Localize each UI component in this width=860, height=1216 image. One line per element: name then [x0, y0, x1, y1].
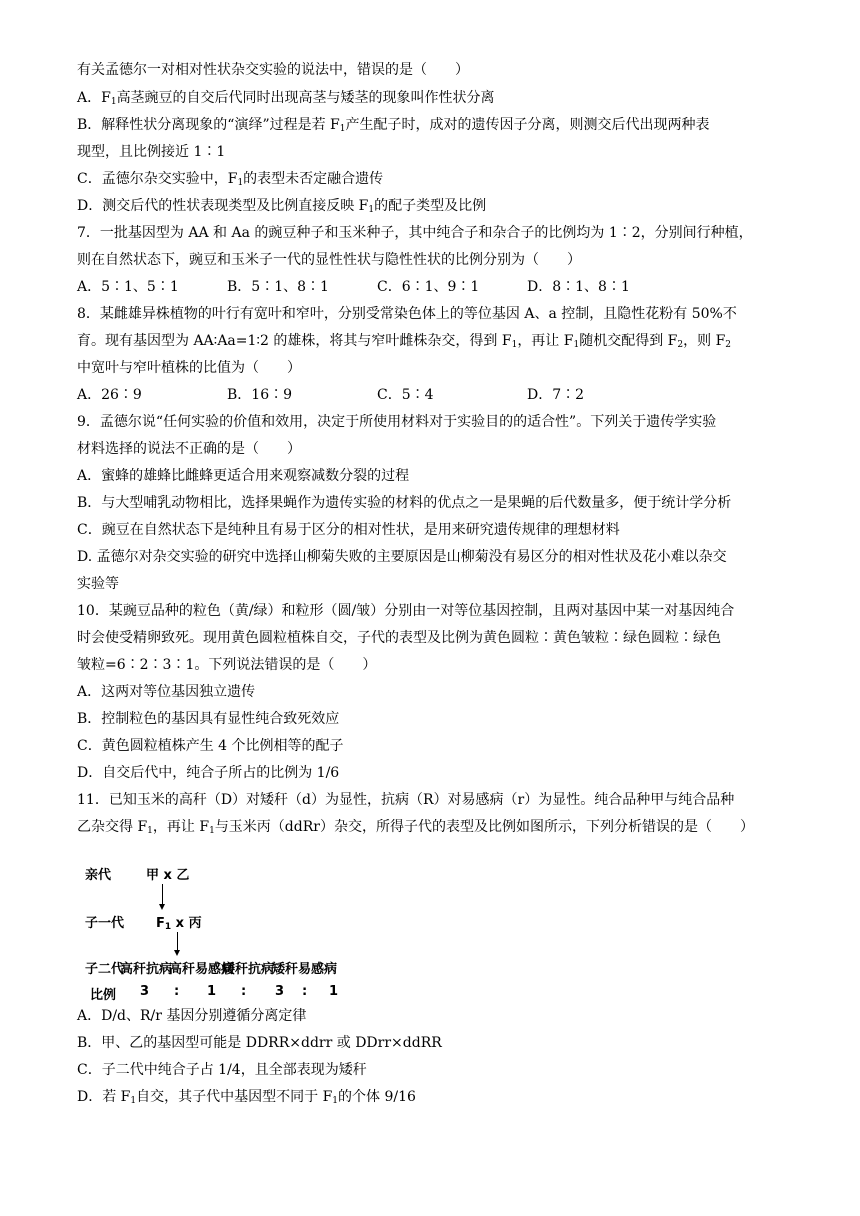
ratio-value: 3 [140, 984, 150, 999]
parent-label: 亲代 [85, 868, 112, 883]
option-b: B．解释性状分离现象的“演绎”过程是若 $F_1$产生配子时，成对的遗传因子分离，则测交后代出现两种表 [77, 117, 710, 134]
genetic-cross-diagram [80, 860, 340, 1003]
q11-option-a: A．D/d、R/r 基因分别遵循分离定律 [77, 1008, 307, 1024]
q7-options [77, 277, 677, 297]
ratio-separator: : [174, 984, 180, 999]
phenotype-tall-susceptible: 高秆易感病 [169, 962, 235, 977]
q9-stem-cont: 材料选择的说法不正确的是（ ） [77, 441, 301, 457]
q9-option-d-cont: 实验等 [77, 576, 119, 592]
q9-option-a: A．蜜蜂的雄蜂比雌蜂更适合用来观察减数分裂的过程 [77, 468, 410, 484]
ratio-value: 1 [329, 984, 339, 999]
q8-option-a: A．26∶9 [77, 387, 142, 403]
q11-stem: 11．已知玉米的高秆（D）对矮秆（d）为显性，抗病（R）对易感病（r）为显性。纯合品种甲与纯合品种 [77, 792, 735, 808]
phenotype-tall-resistant: 高秆抗病 [120, 962, 173, 977]
q9-stem: 9．孟德尔说“任何实验的价值和效用，决定于所使用材料对于实验目的的适合性”。下列关于遗传学实验 [77, 414, 717, 430]
q10-option-b: B．控制粒色的基因具有显性纯合致死效应 [77, 711, 340, 727]
q7-stem-cont: 则在自然状态下，豌豆和玉米子一代的显性性状与隐性性状的比例分别为（ ） [77, 252, 581, 268]
q10-option-c: C．黄色圆粒植株产生 4 个比例相等的配子 [77, 738, 344, 754]
q10-stem-end: 皱粒=6∶2∶3∶1。下列说法错误的是（ ） [77, 657, 377, 673]
q10-option-a: A．这两对等位基因独立遗传 [77, 684, 256, 700]
option-a: A．$F_1$高茎豌豆的自交后代同时出现高茎与矮茎的现象叫作性状分离 [77, 90, 495, 107]
q8-option-b: B．16∶9 [227, 387, 293, 403]
q8-stem: 8．某雌雄异株植物的叶行有宽叶和窄叶，分别受常染色体上的等位基因 A、a 控制，且隐性花粉有 50%不 [77, 306, 737, 322]
arrow-down-icon [177, 932, 178, 952]
option-b-cont: 现型，且比例接近 1∶1 [77, 144, 226, 160]
question-stem: 有关孟德尔一对相对性状杂交实验的说法中，错误的是（ ） [77, 62, 469, 78]
q7-stem: 7．一批基因型为 AA 和 Aa 的豌豆种子和玉米种子，其中纯合子和杂合子的比例均为 1∶2，分别间行种植， [77, 225, 753, 241]
ratio-label: 比例 [90, 988, 117, 1003]
f1-label: 子一代 [85, 916, 125, 931]
q10-stem-cont: 时会使受精卵致死。现用黄色圆粒植株自交，子代的表型及比例为黄色圆粒∶黄色皱粒∶绿色圆粒∶绿色 [77, 630, 721, 646]
phenotype-short-resistant: 矮秆抗病 [222, 962, 275, 977]
option-c: C．孟德尔杂交实验中，$F_1$的表型未否定融合遗传 [77, 171, 384, 188]
q11-option-b: B．甲、乙的基因型可能是 DDRR×ddrr 或 DDrr×ddRR [77, 1035, 442, 1051]
option-d: D．测交后代的性状表现类型及比例直接反映 $F_1$的配子类型及比例 [77, 198, 487, 215]
q9-option-c: C．豌豆在自然状态下是纯种且有易于区分的相对性状，是用来研究遗传规律的理想材料 [77, 522, 620, 538]
ratio-value: 1 [207, 984, 217, 999]
q8-stem-cont: 育。现有基因型为 AA∶Aa=1∶2 的雄株，将其与窄叶雌株杂交，得到 $F_1$，再让 $F_1$随机交配得到 $F_2$，则 $F_2$ [77, 333, 732, 350]
q8-option-c: C．5∶4 [377, 387, 434, 403]
q9-option-b: B．与大型哺乳动物相比，选择果蝇作为遗传实验的材料的优点之一是果蝇的后代数量多，便于统计学分析 [77, 495, 732, 511]
q9-option-d: D. 孟德尔对杂交实验的研究中选择山柳菊失败的主要原因是山柳菊没有易区分的相对性状及花小难以杂交 [77, 549, 727, 565]
q10-option-d: D．自交后代中，纯合子所占的比例为 1/6 [77, 765, 340, 781]
q8-stem-end: 中宽叶与窄叶植株的比值为（ ） [77, 360, 301, 376]
q11-option-d: D．若 $F_1$自交，其子代中基因型不同于 $F_1$的个体 9/16 [77, 1089, 416, 1106]
q11-option-c: C．子二代中纯合子占 1/4，且全部表现为矮秆 [77, 1062, 367, 1078]
phenotype-short-susceptible: 矮秆易感病 [272, 962, 338, 977]
arrow-down-icon [162, 884, 163, 906]
q7-option-c: C．6∶1、9∶1 [377, 279, 480, 295]
q7-option-a: A．5∶1、5∶1 [77, 279, 179, 295]
q7-option-d: D．8∶1、8∶1 [527, 279, 630, 295]
parent-cross: 甲 x 乙 [146, 868, 190, 883]
q8-option-d: D．7∶2 [527, 387, 585, 403]
q11-stem-cont: 乙杂交得 $F_1$，再让 $F_1$与玉米丙（ddRr）杂交，所得子代的表型及比例如图所示，下列分析错误的是（ ） [77, 819, 754, 836]
q7-option-b: B．5∶1、8∶1 [227, 279, 329, 295]
ratio-value: 3 [275, 984, 285, 999]
ratio-separator: : [302, 984, 308, 999]
f2-label: 子二代 [85, 962, 125, 977]
ratio-separator: : [241, 984, 247, 999]
q8-options [77, 385, 677, 405]
q10-stem: 10．某豌豆品种的粒色（黄/绿）和粒形（圆/皱）分别由一对等位基因控制，且两对基因中某一对基因纯合 [77, 603, 735, 619]
f1-cross: $F_1$ x 丙 [156, 916, 202, 932]
